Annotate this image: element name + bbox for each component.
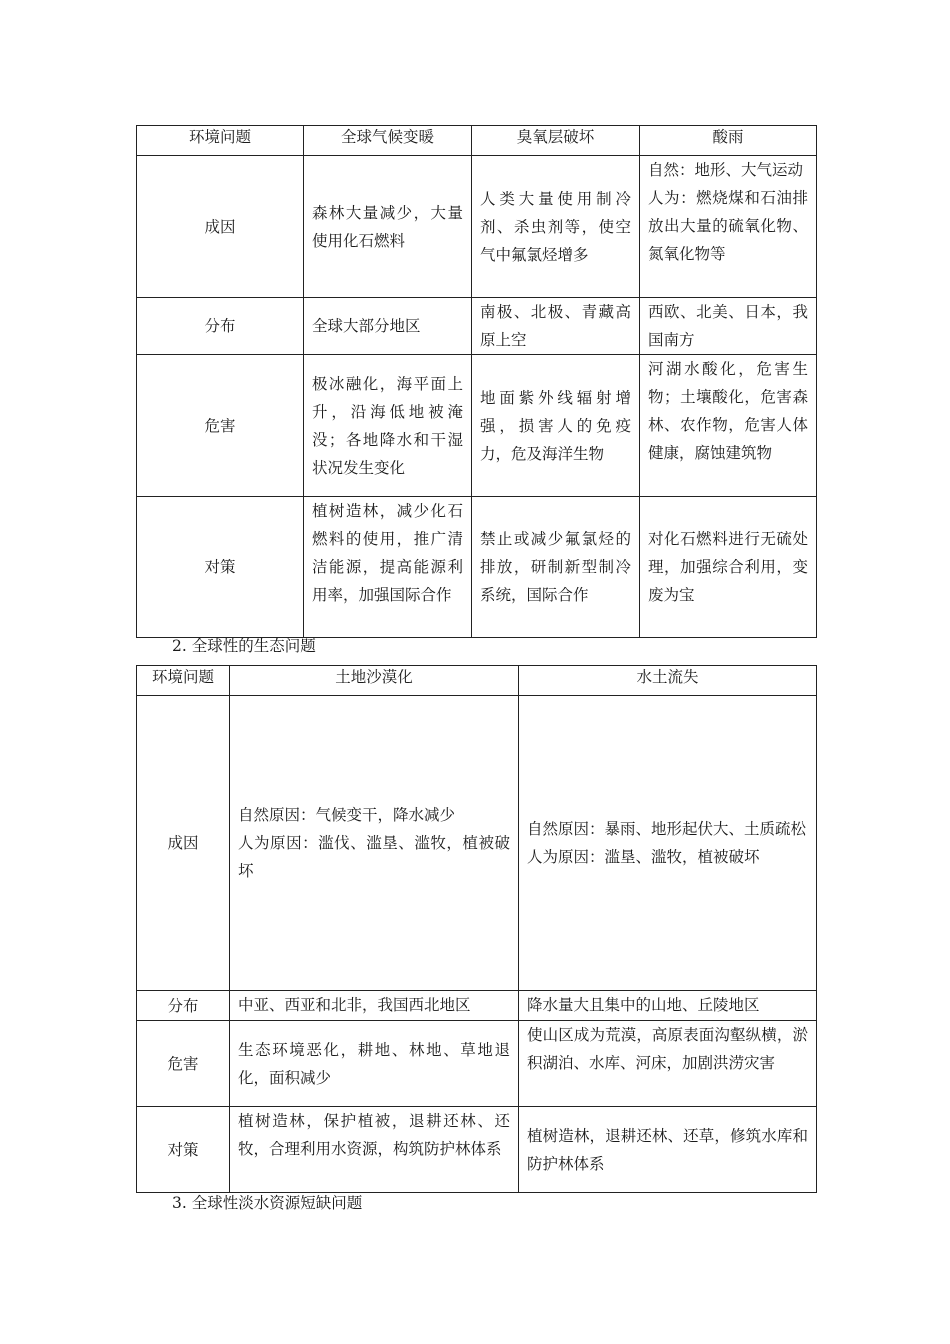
cell-text: 自然原因：暴雨、地形起伏大、土质疏松 (527, 820, 807, 838)
table-row (137, 298, 817, 355)
cell-text: 自然：地形、大气运动 (648, 161, 804, 179)
table-row (137, 497, 817, 638)
cell-text: 生态环境恶化，耕地、林地、草地退化，面积减少 (238, 1040, 510, 1087)
table-cell (519, 991, 817, 1021)
table-cell (640, 355, 817, 497)
row-label: 成因 (137, 156, 304, 298)
table-cell (519, 1107, 817, 1193)
atmospheric-issues-table (136, 125, 817, 638)
row-label: 对策 (137, 497, 304, 638)
column-header: 环境问题 (137, 126, 304, 156)
table-cell (640, 497, 817, 638)
table-row (137, 1107, 817, 1193)
table-cell (230, 1021, 519, 1107)
table-cell (304, 298, 472, 355)
column-header: 环境问题 (137, 666, 230, 696)
cell-text: 极冰融化，海平面上升，沿海低地被淹没；各地降水和干湿状况发生变化 (312, 374, 463, 477)
table-cell (640, 156, 817, 298)
cell-text: 使山区成为荒漠，高原表面沟壑纵横，淤积湖泊、水库、河床，加剧洪涝灾害 (527, 1026, 808, 1072)
row-label: 危害 (137, 1021, 230, 1107)
cell-text: 植树造林，退耕还林、还草，修筑水库和防护林体系 (527, 1126, 808, 1173)
column-header: 水土流失 (519, 666, 817, 696)
table-row (137, 991, 817, 1021)
table-row (137, 1021, 817, 1107)
table-cell (472, 355, 640, 497)
section-heading: 3. 全球性淡水资源短缺问题 (172, 1194, 363, 1212)
table-cell (519, 696, 817, 991)
table-row (137, 355, 817, 497)
row-label: 对策 (137, 1107, 230, 1193)
cell-text: 森林大量减少，大量使用化石燃料 (312, 203, 463, 250)
cell-text: 全球大部分地区 (312, 317, 421, 335)
cell-text: 人为原因：滥伐、滥垦、滥牧，植被破坏 (238, 834, 510, 880)
row-label: 危害 (137, 355, 304, 497)
table-cell (472, 156, 640, 298)
column-header: 臭氧层破坏 (472, 126, 640, 156)
table-cell (304, 497, 472, 638)
cell-text: 中亚、西亚和北非，我国西北地区 (238, 996, 471, 1014)
table-cell (304, 156, 472, 298)
cell-text: 禁止或减少氟氯烃的排放，研制新型制冷系统，国际合作 (480, 530, 631, 604)
cell-text: 植树造林，保护植被，退耕还林、还牧，合理利用水资源，构筑防护林体系 (238, 1112, 510, 1158)
row-label: 分布 (137, 991, 230, 1021)
cell-text: 地面紫外线辐射增强，损害人的免疫力，危及海洋生物 (480, 388, 631, 463)
section-heading: 2. 全球性的生态问题 (172, 637, 316, 655)
cell-text: 西欧、北美、日本，我国南方 (648, 303, 808, 349)
table-cell (472, 497, 640, 638)
column-header: 酸雨 (640, 126, 817, 156)
column-header: 土地沙漠化 (230, 666, 519, 696)
cell-text: 人为原因：滥垦、滥牧，植被破坏 (527, 848, 760, 866)
table-header-row (137, 666, 817, 696)
row-label: 成因 (137, 696, 230, 991)
table-cell (519, 1021, 817, 1107)
cell-text: 南极、北极、青藏高原上空 (480, 303, 631, 349)
cell-text: 降水量大且集中的山地、丘陵地区 (527, 996, 760, 1014)
table-row (137, 696, 817, 991)
table-cell (304, 355, 472, 497)
table-cell (230, 1107, 519, 1193)
table-row (137, 156, 817, 298)
cell-text: 自然原因：气候变干，降水减少 (238, 806, 456, 824)
cell-text: 人类大量使用制冷剂、杀虫剂等，使空气中氟氯烃增多 (480, 189, 631, 264)
cell-text: 植树造林，减少化石燃料的使用，推广清洁能源，提高能源利用率，加强国际合作 (312, 502, 463, 604)
cell-text: 河湖水酸化，危害生物；土壤酸化，危害森林、农作物，危害人体健康，腐蚀建筑物 (648, 360, 808, 462)
table-header-row (137, 126, 817, 156)
table-cell (230, 696, 519, 991)
row-label: 分布 (137, 298, 304, 355)
table-cell (640, 298, 817, 355)
cell-text: 对化石燃料进行无硫处理，加强综合利用，变废为宝 (648, 530, 808, 604)
table-cell (230, 991, 519, 1021)
column-header: 全球气候变暖 (304, 126, 472, 156)
table-cell (472, 298, 640, 355)
ecological-issues-table (136, 665, 817, 1193)
cell-text: 人为：燃烧煤和石油排放出大量的硫氧化物、氮氧化物等 (648, 189, 808, 263)
